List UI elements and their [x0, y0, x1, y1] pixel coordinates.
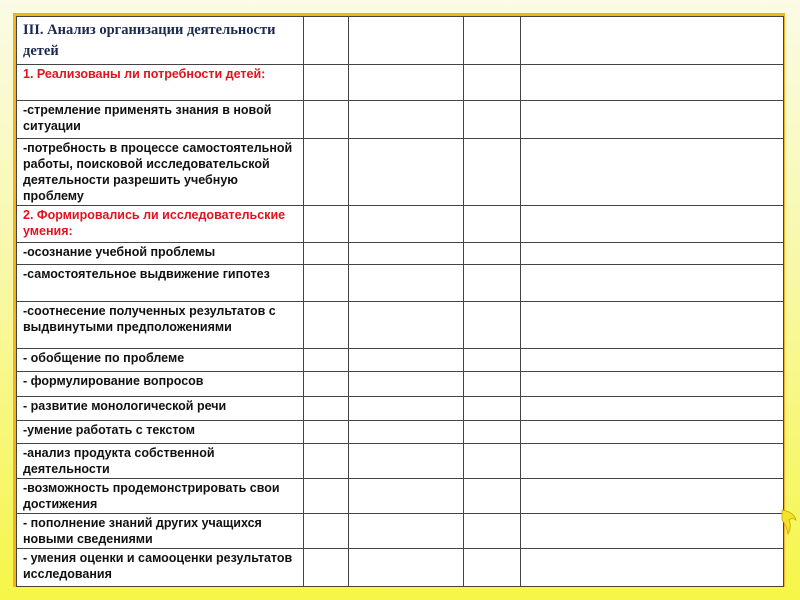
- rating-cell[interactable]: [349, 265, 464, 302]
- table-row: [17, 139, 784, 206]
- criterion-cell: - формулирование вопросов: [17, 372, 304, 397]
- rating-cell[interactable]: [304, 139, 349, 206]
- rating-cell[interactable]: [464, 139, 521, 206]
- rating-cell[interactable]: [304, 444, 349, 479]
- rating-cell[interactable]: [304, 349, 349, 372]
- criterion-cell: -возможность продемонстрировать свои достижения: [17, 479, 304, 514]
- rating-cell[interactable]: [464, 514, 521, 549]
- criterion-cell: - обобщение по проблеме: [17, 349, 304, 372]
- criterion-cell: - развитие монологической речи: [17, 397, 304, 421]
- table-row: [17, 444, 784, 479]
- rating-cell[interactable]: [349, 397, 464, 421]
- rating-cell[interactable]: [521, 302, 784, 349]
- rating-cell[interactable]: [464, 444, 521, 479]
- rating-cell[interactable]: [464, 243, 521, 265]
- rating-cell[interactable]: [521, 421, 784, 444]
- rating-cell[interactable]: [349, 243, 464, 265]
- rating-cell[interactable]: [464, 17, 521, 65]
- table-row: [17, 206, 784, 243]
- rating-cell[interactable]: [304, 514, 349, 549]
- rating-cell[interactable]: [521, 17, 784, 65]
- rating-cell[interactable]: [464, 302, 521, 349]
- table-row: [17, 65, 784, 101]
- rating-cell[interactable]: [521, 206, 784, 243]
- rating-cell[interactable]: [349, 17, 464, 65]
- section-title: III. Анализ организации деятельности детей: [17, 17, 304, 65]
- rating-cell[interactable]: [521, 265, 784, 302]
- rating-cell[interactable]: [521, 139, 784, 206]
- rating-cell[interactable]: [521, 243, 784, 265]
- criterion-cell: -стремление применять знания в новой ситуации: [17, 101, 304, 139]
- criterion-heading: 2. Формировались ли исследовательские умения:: [17, 206, 304, 243]
- page-curl-icon: [780, 508, 800, 538]
- rating-cell[interactable]: [349, 139, 464, 206]
- table-row: [17, 549, 784, 587]
- criterion-cell: -умение работать с текстом: [17, 421, 304, 444]
- rating-cell[interactable]: [349, 65, 464, 101]
- table-row: [17, 17, 784, 65]
- rating-cell[interactable]: [349, 101, 464, 139]
- rating-cell[interactable]: [304, 17, 349, 65]
- rating-cell[interactable]: [464, 397, 521, 421]
- rating-cell[interactable]: [464, 65, 521, 101]
- rating-cell[interactable]: [304, 421, 349, 444]
- rating-cell[interactable]: [464, 479, 521, 514]
- rating-cell[interactable]: [304, 479, 349, 514]
- table-row: [17, 349, 784, 372]
- rating-cell[interactable]: [304, 302, 349, 349]
- criterion-heading: 1. Реализованы ли потребности детей:: [17, 65, 304, 101]
- rating-cell[interactable]: [521, 479, 784, 514]
- rating-cell[interactable]: [464, 372, 521, 397]
- criterion-cell: -потребность в процессе самостоятельной работы, поисковой исследовательской деятельности разрешить учебную проблему: [17, 139, 304, 206]
- rating-cell[interactable]: [521, 101, 784, 139]
- criterion-cell: -анализ продукта собственной деятельности: [17, 444, 304, 479]
- rating-cell[interactable]: [521, 444, 784, 479]
- rating-cell[interactable]: [464, 206, 521, 243]
- rating-cell[interactable]: [349, 479, 464, 514]
- rating-cell[interactable]: [464, 265, 521, 302]
- table-row: [17, 397, 784, 421]
- rating-cell[interactable]: [349, 514, 464, 549]
- rating-cell[interactable]: [304, 549, 349, 587]
- rating-cell[interactable]: [304, 397, 349, 421]
- rating-cell[interactable]: [304, 101, 349, 139]
- rating-cell[interactable]: [304, 65, 349, 101]
- table-row: [17, 243, 784, 265]
- rating-cell[interactable]: [521, 349, 784, 372]
- criterion-cell: - умения оценки и самооценки результатов исследования: [17, 549, 304, 587]
- rating-cell[interactable]: [464, 349, 521, 372]
- rating-cell[interactable]: [464, 549, 521, 587]
- table-row: [17, 101, 784, 139]
- table-row: [17, 514, 784, 549]
- rating-cell[interactable]: [349, 349, 464, 372]
- analysis-table: [16, 16, 784, 587]
- rating-cell[interactable]: [349, 302, 464, 349]
- rating-cell[interactable]: [349, 444, 464, 479]
- table-row: [17, 265, 784, 302]
- criterion-cell: -соотнесение полученных результатов с выдвинутыми предположениями: [17, 302, 304, 349]
- rating-cell[interactable]: [521, 397, 784, 421]
- rating-cell[interactable]: [521, 372, 784, 397]
- criterion-cell: -осознание учебной проблемы: [17, 243, 304, 265]
- rating-cell[interactable]: [349, 421, 464, 444]
- rating-cell[interactable]: [304, 243, 349, 265]
- rating-cell[interactable]: [521, 549, 784, 587]
- rating-cell[interactable]: [304, 372, 349, 397]
- rating-cell[interactable]: [349, 206, 464, 243]
- table-row: [17, 302, 784, 349]
- rating-cell[interactable]: [521, 65, 784, 101]
- rating-cell[interactable]: [304, 265, 349, 302]
- criterion-cell: - пополнение знаний других учащихся новыми сведениями: [17, 514, 304, 549]
- table-row: [17, 479, 784, 514]
- rating-cell[interactable]: [521, 514, 784, 549]
- table-row: [17, 421, 784, 444]
- criterion-cell: -самостоятельное выдвижение гипотез: [17, 265, 304, 302]
- rating-cell[interactable]: [464, 421, 521, 444]
- table-row: [17, 372, 784, 397]
- rating-cell[interactable]: [349, 372, 464, 397]
- rating-cell[interactable]: [304, 206, 349, 243]
- rating-cell[interactable]: [464, 101, 521, 139]
- rating-cell[interactable]: [349, 549, 464, 587]
